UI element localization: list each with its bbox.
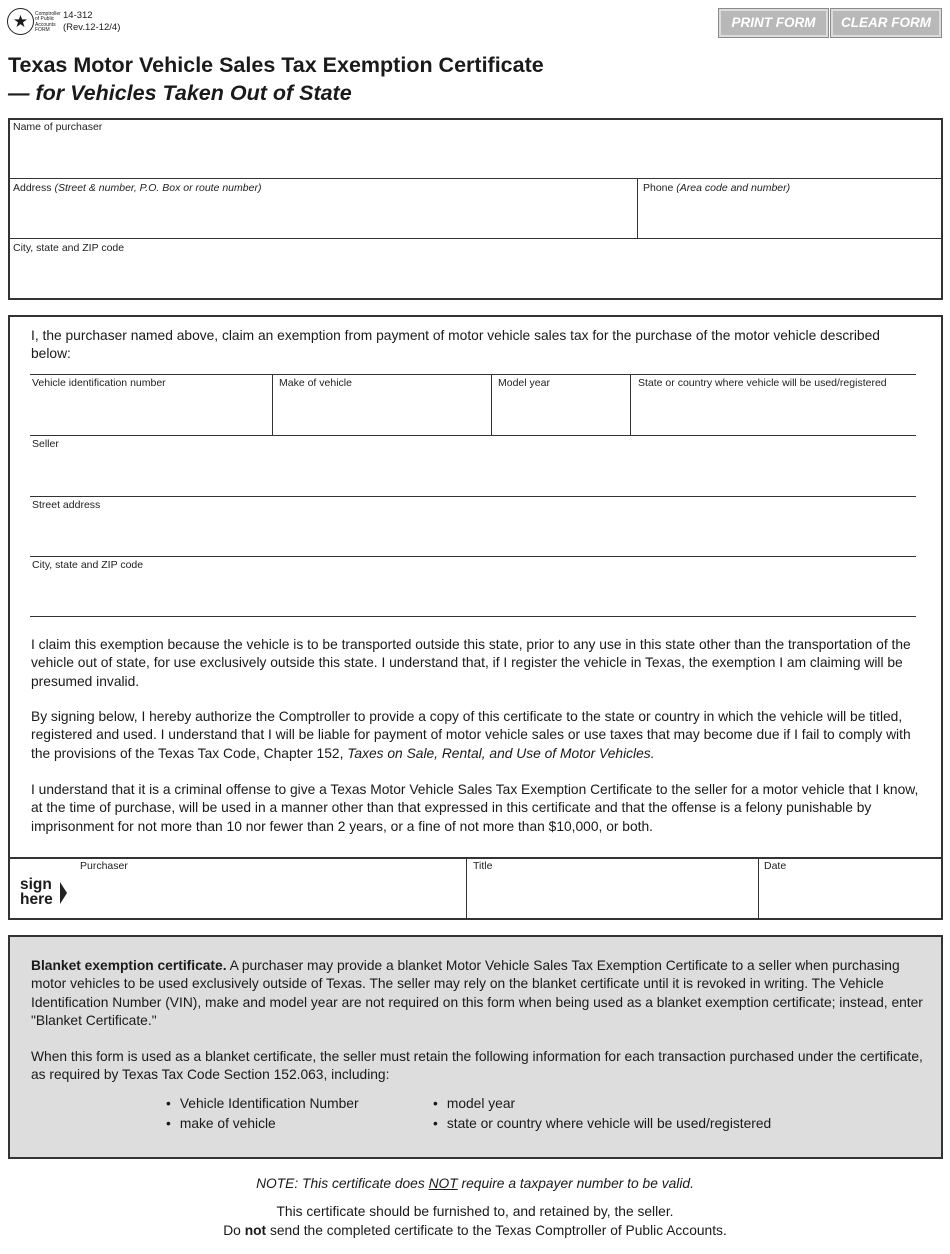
footer-line-2: Do not send the completed certificate to the Texas Comptroller of Public Accounts. [223, 1223, 727, 1238]
divider [30, 496, 916, 497]
address-field[interactable] [10, 196, 636, 238]
divider [637, 178, 638, 238]
date-field[interactable] [759, 874, 941, 918]
phone-label: Phone (Area code and number) [643, 182, 791, 194]
claim-intro: I, the purchaser named above, claim an exemption from payment of motor vehicle sales tax for the purchase of the motor vehicle described below: [31, 328, 880, 362]
title-line-1: Texas Motor Vehicle Sales Tax Exemption Certificate [8, 53, 544, 77]
divider [30, 435, 916, 436]
agency-name: Comptroller of Public Accounts FORM [35, 11, 61, 33]
blanket-paragraph-1: Blanket exemption certificate. A purchaser may provide a blanket Motor Vehicle Sales Tax Exemption Certificate to a seller when purchasing motor vehicles to be used exclusively outside of Texas. The seller may rely on the blanket certificate until it is revoked in writing. The Vehicle Identification Number (VIN), make and model year are not required on this form when being used as a blanket exemption certificate; instead, enter "Blanket Certificate." [31, 958, 923, 1028]
model-year-field[interactable] [492, 391, 630, 435]
divider [10, 178, 941, 179]
model-year-label: Model year [498, 377, 550, 389]
bullet-list-right [433, 1094, 771, 1134]
name-of-purchaser-label: Name of purchaser [13, 121, 103, 133]
form-revision: (Rev.12-12/4) [63, 22, 121, 33]
arrow-right-icon [60, 882, 67, 904]
address-label: Address (Street & number, P.O. Box or route number) [13, 182, 262, 194]
phone-field[interactable] [639, 196, 941, 238]
city-state-zip-label: City, state and ZIP code [13, 242, 125, 254]
divider [30, 616, 916, 617]
state-country-label: State or country where vehicle will be used/registered [638, 377, 887, 389]
form-number [63, 10, 120, 34]
page-title [8, 51, 544, 107]
phone-hint: (Area code and number) [676, 182, 791, 194]
divider [10, 857, 941, 859]
blanket-heading: Blanket exemption certificate. [31, 958, 227, 973]
list-item: • make of vehicle [166, 1114, 359, 1134]
title-field[interactable] [467, 874, 757, 918]
date-label: Date [764, 860, 787, 872]
form-number-text: 14-312 [63, 10, 93, 21]
purchaser-signature-label: Purchaser [80, 860, 128, 872]
vin-label: Vehicle identification number [32, 377, 166, 389]
list-item: • Vehicle Identification Number [166, 1094, 359, 1114]
title-line-2: — for Vehicles Taken Out of State [8, 81, 352, 105]
make-field[interactable] [273, 391, 491, 435]
divider [10, 238, 941, 239]
purchaser-signature-field[interactable] [75, 874, 465, 918]
street-address-field[interactable] [30, 513, 916, 556]
address-hint: (Street & number, P.O. Box or route number) [54, 182, 262, 194]
city-state-zip-field[interactable] [10, 256, 941, 298]
claim-paragraph-3: I understand that it is a criminal offense to give a Texas Motor Vehicle Sales Tax Exemption Certificate to the seller for a motor vehicle that I know, at the time of purchase, will be used in a manner other than that expressed in this certificate and that the offense is a felony punishable by imprisonment for not more than 10 nor fewer than 2 years, or a fine of not more than $10,000, or both. [31, 782, 919, 834]
seller-city-label: City, state and ZIP code [32, 559, 144, 571]
divider [30, 374, 916, 375]
purchaser-name-field[interactable] [10, 135, 941, 178]
claim-paragraph-2: By signing below, I hereby authorize the Comptroller to provide a copy of this certificate to the state or country in which the vehicle will be titled, registered and used. I understand that I will be liable for payment of motor vehicle sales or use taxes that may become due if I fail to comply with the provisions of the Texas Tax Code, Chapter 152, Taxes on Sale, Rental, and Use of Motor Vehicles. [31, 709, 911, 761]
bullet-list-left [166, 1094, 359, 1134]
list-item: • model year [433, 1094, 771, 1114]
blanket-paragraph-2: When this form is used as a blanket certificate, the seller must retain the following information for each transaction purchased under the certificate, as required by Texas Tax Code Section 152.063, including: [31, 1049, 923, 1083]
make-label: Make of vehicle [279, 377, 352, 389]
star-icon: ★ [12, 12, 29, 31]
footer-note: NOTE: This certificate does NOT require a taxpayer number to be valid. [256, 1176, 694, 1191]
sign-here-marker: sign here [20, 876, 53, 908]
list-item: • state or country where vehicle will be used/registered [433, 1114, 771, 1134]
seller-label: Seller [32, 438, 59, 450]
state-country-field[interactable] [631, 391, 916, 435]
print-form-button[interactable]: PRINT FORM [718, 8, 829, 38]
title-label: Title [473, 860, 493, 872]
claim-paragraph-1: I claim this exemption because the vehicle is to be transported outside this state, prior to any use in this state other than the transportation of the vehicle out of state, for use exclusively outside this state. I understand that, if I register the vehicle in Texas, the exemption I am claiming will be presumed invalid. [31, 637, 911, 689]
clear-form-button[interactable]: CLEAR FORM [830, 8, 942, 38]
footer-line-1: This certificate should be furnished to, and retained by, the seller. [276, 1204, 674, 1219]
street-address-label: Street address [32, 499, 101, 511]
seller-field[interactable] [30, 452, 916, 496]
vin-field[interactable] [30, 391, 272, 435]
seller-city-field[interactable] [30, 573, 916, 616]
divider [30, 556, 916, 557]
